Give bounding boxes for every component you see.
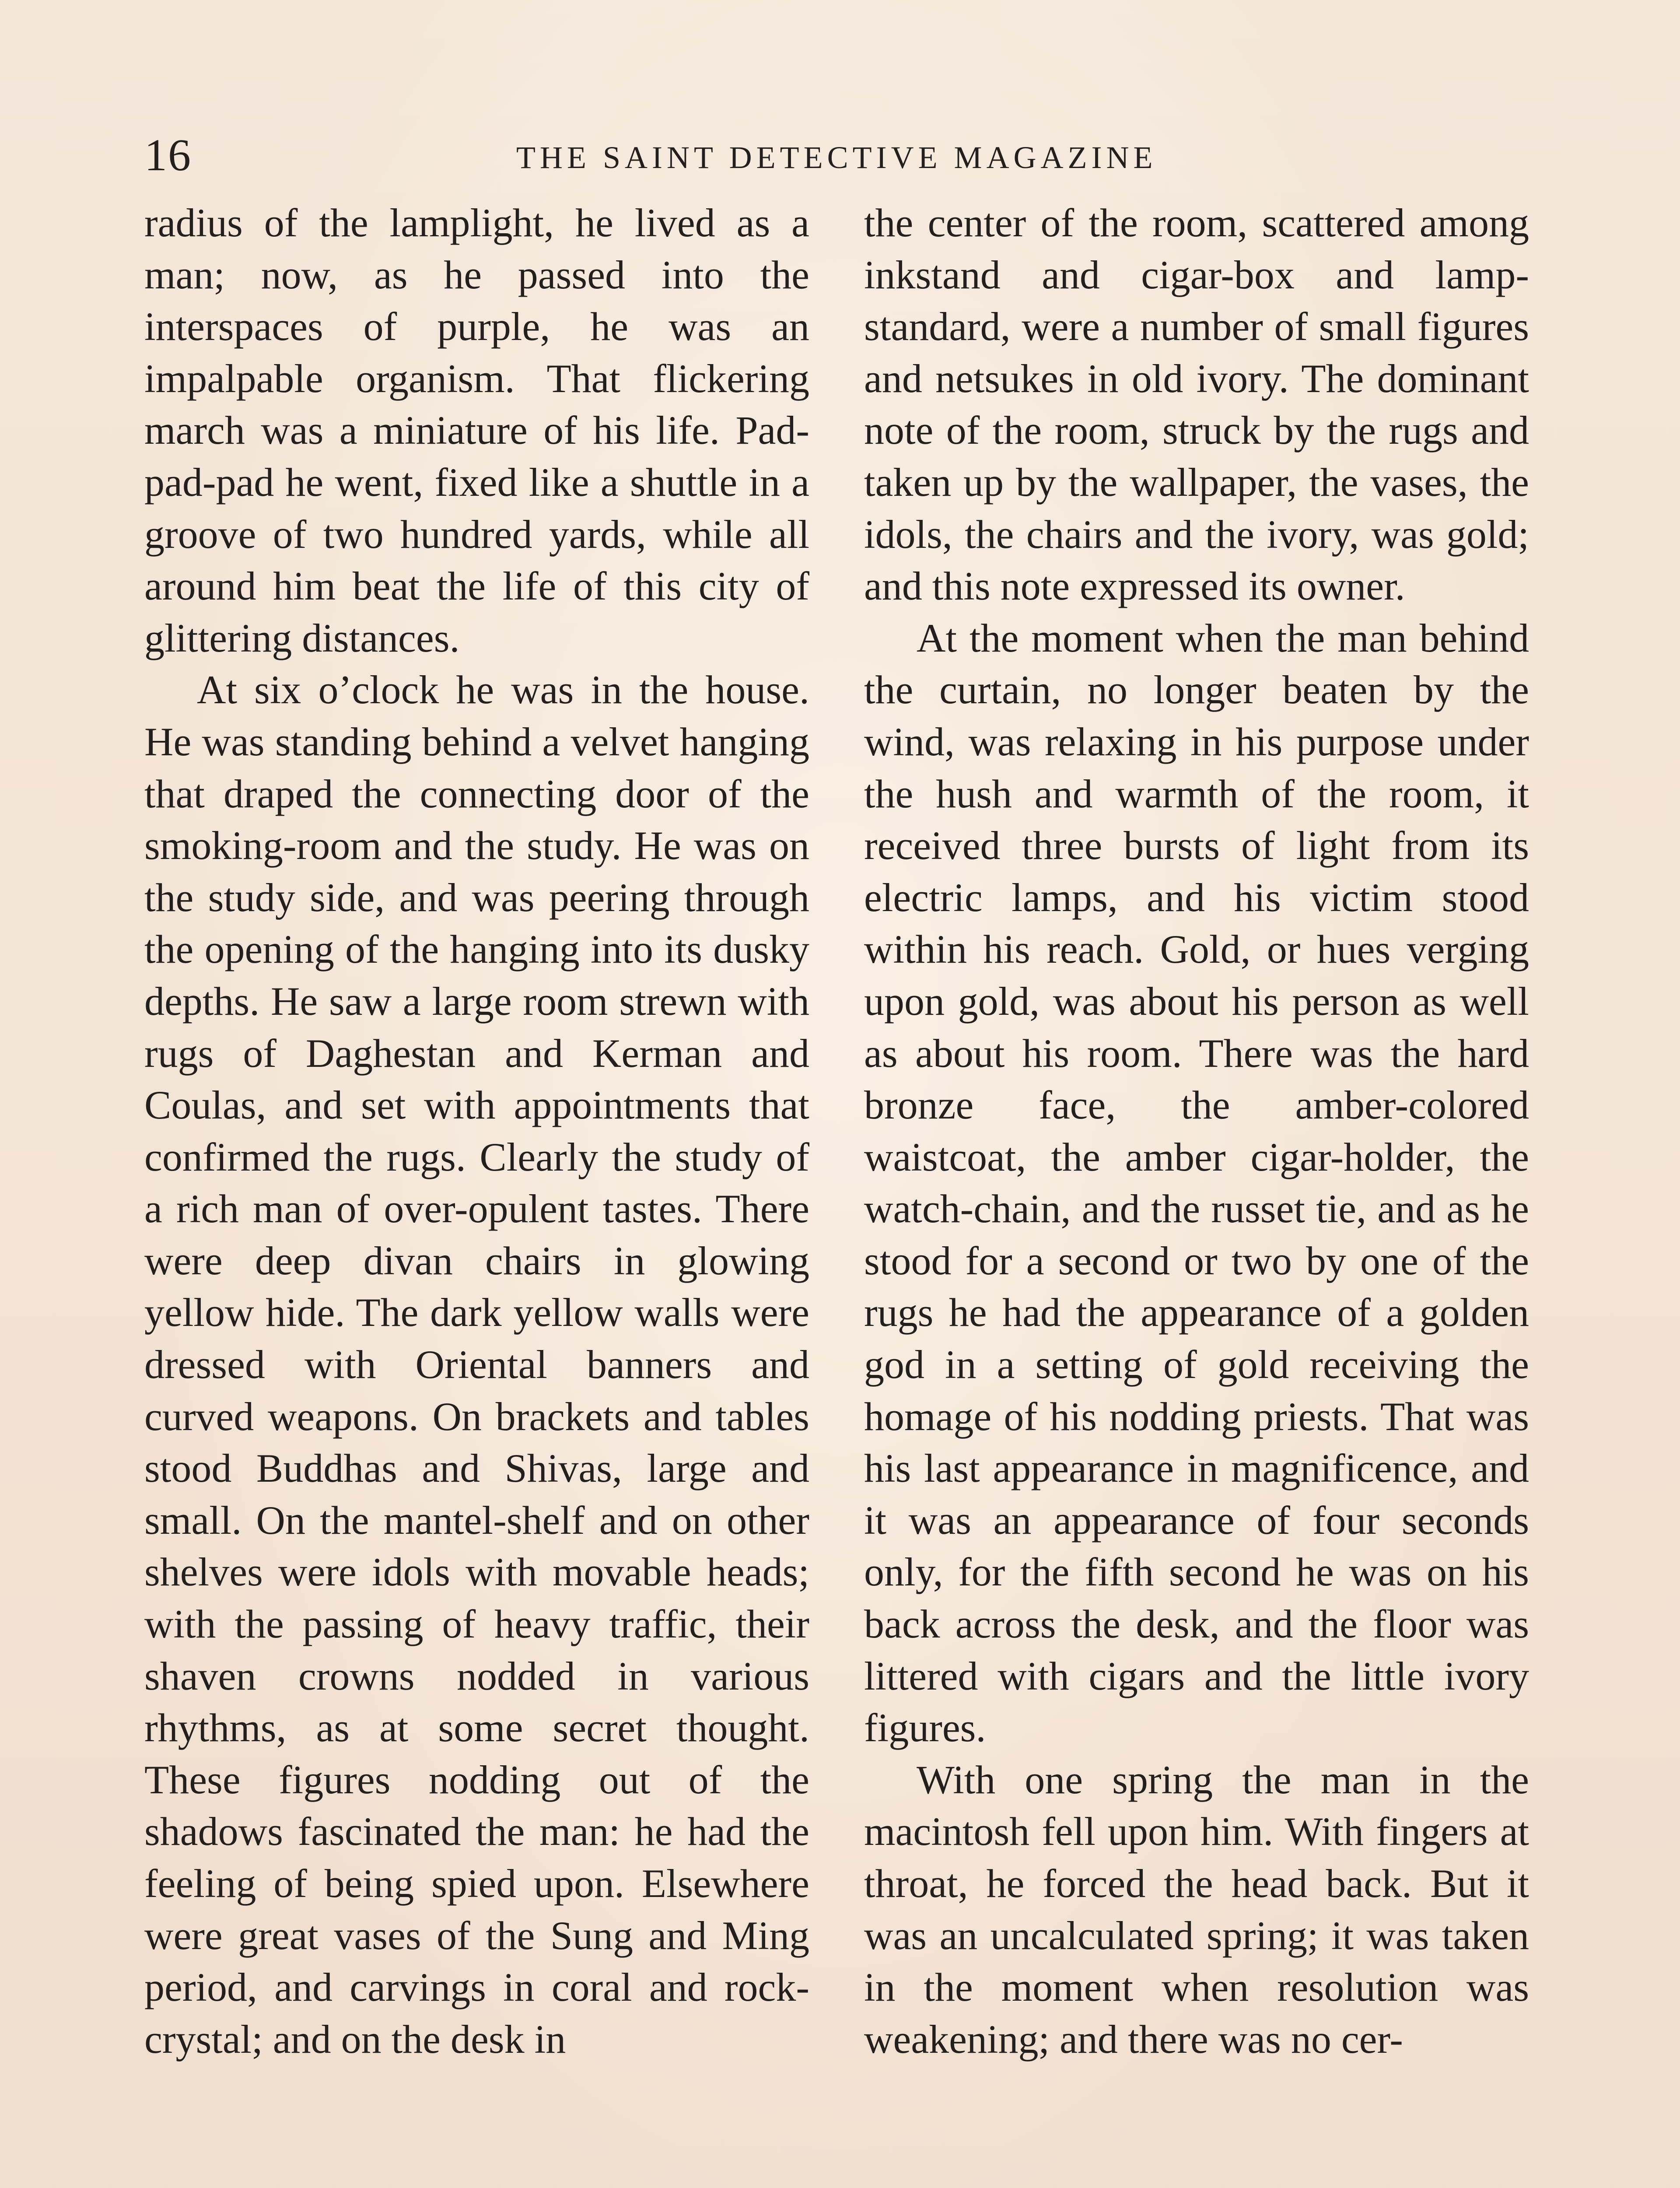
paragraph: radius of the lamplight, he lived as a man; now, as he passed into the interspaces of purple, he was an impalpable organism. That flickering march was a miniature of his life. Pad-pad-pad he went, fixed like a shuttle in a groove of two hundred yards, while all around him beat the life of this city of glittering distances. xyxy=(144,200,809,660)
paragraph: At the moment when the man behind the curtain, no longer beaten by the wind, was relaxing in his purpose under the hush and warmth of the room, it received three bursts of light from its electric lamps, and his victim stood within his reach. Gold, or hues verging upon gold, was about his person as well as about his room. There was the hard bronze face, the amber-colored waistcoat, the amber cigar-holder, the watch-chain, and the russet tie, and as he stood for a second or two by one of the rugs he had the appearance of a golden god in a setting of gold receiving the homage of his nodding priests. That was his last appearance in magnificence, and it was an appearance of four seconds only, for the fifth second he was on his back across the desk, and the floor was littered with cigars and the little ivory figures. xyxy=(864,615,1529,1750)
running-title: THE SAINT DETECTIVE MAGAZINE xyxy=(516,140,1157,175)
page-number: 16 xyxy=(144,130,192,180)
paragraph: At six o’clock he was in the house. He was standing behind a velvet hanging that draped the connecting door of the smoking-room and the study. He was on the study side, and was peering through the opening of the hanging into its dusky depths. He saw a large room strewn with rugs of Daghestan and Kerman and Coulas, and set with appointments that confirmed the rugs. Clearly the study of a rich man of over-opulent tastes. There were deep divan chairs in glowing yellow hide. The dark yellow walls were dressed with Oriental banners and curved weapons. On brackets and tables stood Buddhas and Shivas, large and small. On the mantel-shelf and on other shelves were idols with movable heads; with the passing of heavy traffic, their shaven crowns nodded in various rhythms, as at some secret thought. These figures nodding out of the shadows fascinated the man: he had the feeling of being spied upon. Elsewhere were great vases of the Sung and Ming period, and carvings in coral and rock-crystal; and on the desk in xyxy=(144,667,809,2062)
text-column-right xyxy=(864,197,1529,2065)
paragraph: With one spring the man in the macintosh fell upon him. With fingers at throat, he forced the head back. But it was an uncalculated spring; it was taken in the moment when resolution was weakening; and there was no cer- xyxy=(864,1757,1529,2062)
paragraph: the center of the room, scattered among inkstand and cigar-box and lamp-standard, were a number of small figures and netsukes in old ivory. The dominant note of the room, struck by the rugs and taken up by the wallpaper, the vases, the idols, the chairs and the ivory, was gold; and this note expressed its owner. xyxy=(864,200,1529,609)
page-header xyxy=(144,131,1536,179)
text-column-left xyxy=(144,197,809,2065)
